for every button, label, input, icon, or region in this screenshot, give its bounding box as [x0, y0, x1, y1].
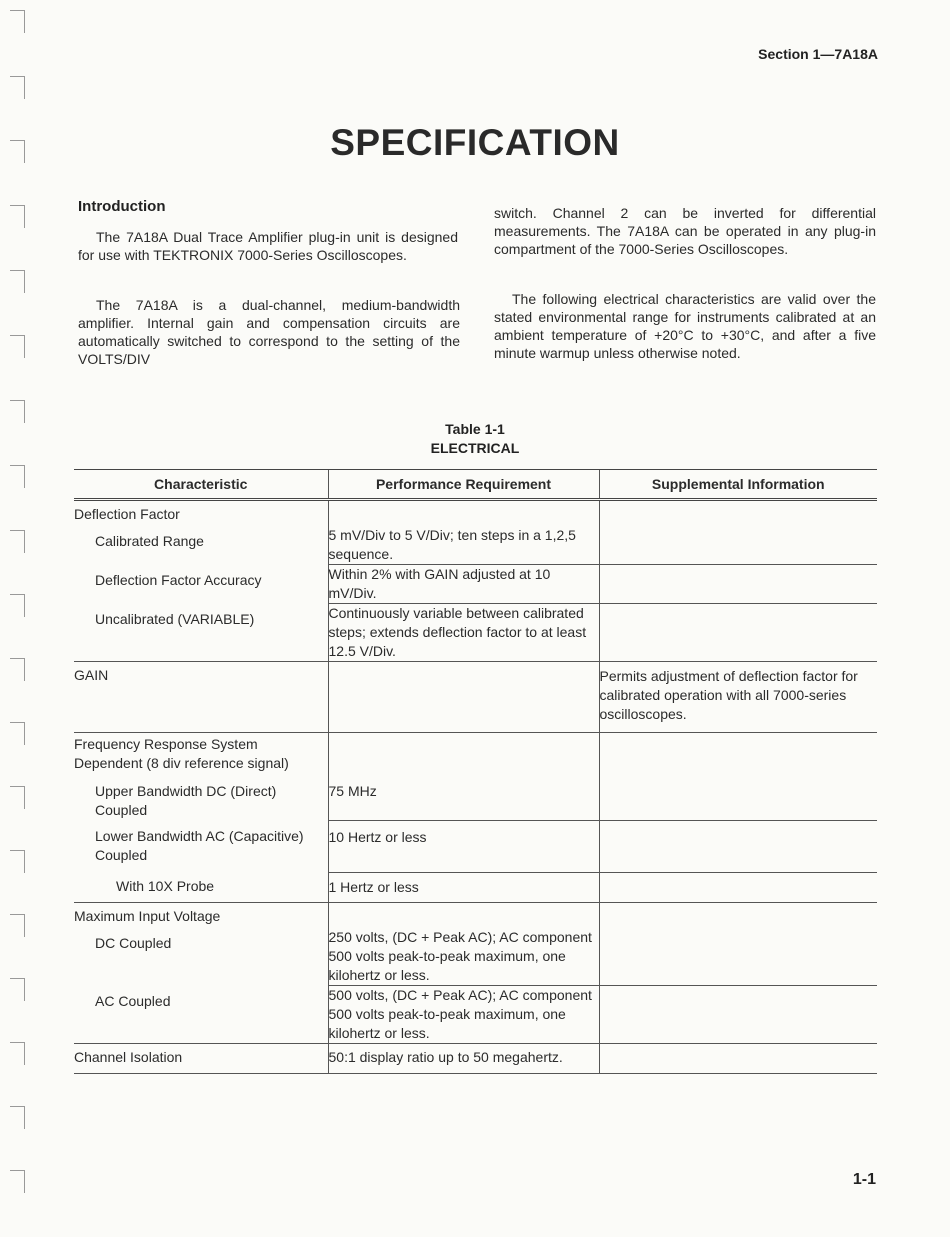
supplemental-cell	[599, 565, 877, 604]
performance-cell: 75 MHz	[328, 775, 599, 820]
supplemental-cell	[599, 820, 877, 872]
supplemental-cell	[599, 604, 877, 662]
table-row	[74, 872, 877, 903]
characteristic-cell: AC Coupled	[74, 986, 328, 1044]
table-row	[74, 1044, 877, 1074]
supplemental-cell	[599, 775, 877, 820]
characteristic-cell: Maximum Input Voltage	[74, 908, 221, 924]
table-row	[74, 733, 877, 776]
page-title: SPECIFICATION	[330, 122, 620, 163]
table-row	[74, 500, 877, 527]
performance-cell	[328, 903, 599, 929]
characteristic-cell: Deflection Factor Accuracy	[95, 571, 262, 588]
intro-paragraph-3: switch. Channel 2 can be inverted for differential measurements. The 7A18A can be operated in any plug-in compartment of the 7000-Series Oscilloscopes.	[494, 205, 876, 257]
supplemental-cell	[599, 986, 877, 1044]
performance-cell: 1 Hertz or less	[328, 872, 599, 903]
intro-paragraph-4: The following electrical characteristics are valid over the stated environmental range for instruments calibrated at an ambient temperature of +20°C to +30°C, and after a five minute warmup unless otherwise noted.	[494, 291, 876, 361]
page-number: 1-1	[852, 1171, 876, 1188]
characteristic-cell: Upper Bandwidth DC (Direct) Coupled	[95, 783, 277, 818]
table-row	[74, 928, 877, 986]
table-row	[74, 903, 877, 929]
table-number: Table 1-1	[445, 421, 505, 437]
performance-cell: 500 volts, (DC + Peak AC); AC component 500 volts peak-to-peak maximum, one kilohertz or less.	[328, 986, 599, 1044]
performance-cell: 10 Hertz or less	[328, 820, 599, 872]
characteristic-cell: Uncalibrated (VARIABLE)	[74, 604, 328, 662]
supplemental-cell	[599, 1044, 877, 1074]
characteristic-cell: Frequency Response System Dependent (8 div reference signal)	[74, 736, 289, 771]
supplemental-cell	[599, 500, 877, 527]
table-header-row	[74, 470, 877, 500]
supplemental-cell	[599, 526, 877, 565]
supplemental-cell	[599, 733, 877, 776]
characteristic-cell: DC Coupled	[95, 935, 172, 951]
electrical-spec-table	[74, 469, 877, 1074]
table-name: ELECTRICAL	[430, 440, 520, 456]
performance-cell: Continuously variable between calibrated steps; extends deflection factor to at least 12.5 V/Div.	[328, 604, 599, 662]
characteristic-cell: Deflection Factor	[74, 506, 180, 522]
intro-paragraph-2: The 7A18A is a dual-channel, medium-bandwidth amplifier. Internal gain and compensation circuits are automatically switched to correspond to the setting of the VOLTS/DIV	[78, 297, 460, 367]
intro-paragraph-1: The 7A18A Dual Trace Amplifier plug-in unit is designed for use with TEKTRONIX 7000-Series Oscilloscopes.	[78, 229, 458, 263]
binder-edge	[0, 0, 30, 1237]
table-row	[74, 775, 877, 820]
performance-cell: 50:1 display ratio up to 50 megahertz.	[328, 1044, 599, 1074]
characteristic-cell: With 10X Probe	[74, 872, 328, 903]
intro-heading: Introduction	[78, 198, 166, 215]
supplemental-cell	[599, 903, 877, 929]
table-row	[74, 565, 877, 604]
performance-cell	[328, 662, 599, 733]
header-characteristic: Characteristic	[74, 470, 328, 500]
performance-cell: 250 volts, (DC + Peak AC); AC component 500 volts peak-to-peak maximum, one kilohertz or less.	[328, 928, 599, 986]
supplemental-cell: Permits adjustment of deflection factor for calibrated operation with all 7000-series oscilloscopes.	[599, 662, 877, 733]
table-row	[74, 526, 877, 565]
characteristic-cell: GAIN	[74, 662, 328, 733]
header-performance: Performance Requirement	[328, 470, 599, 500]
table-row	[74, 604, 877, 662]
supplemental-cell	[599, 872, 877, 903]
performance-cell	[328, 733, 599, 776]
table-caption	[0, 420, 950, 458]
characteristic-cell: Lower Bandwidth AC (Capacitive) Coupled	[95, 828, 304, 863]
header-supplemental: Supplemental Information	[599, 470, 877, 500]
performance-cell	[328, 500, 599, 527]
characteristic-cell: Channel Isolation	[74, 1044, 328, 1074]
section-header: Section 1—7A18A	[758, 46, 878, 62]
table-row	[74, 662, 877, 733]
performance-cell: Within 2% with GAIN adjusted at 10 mV/Div.	[328, 565, 599, 604]
supplemental-cell	[599, 928, 877, 986]
table-row	[74, 986, 877, 1044]
performance-cell: 5 mV/Div to 5 V/Div; ten steps in a 1,2,5 sequence.	[328, 526, 599, 565]
table-row	[74, 820, 877, 872]
characteristic-cell: Calibrated Range	[95, 533, 204, 549]
